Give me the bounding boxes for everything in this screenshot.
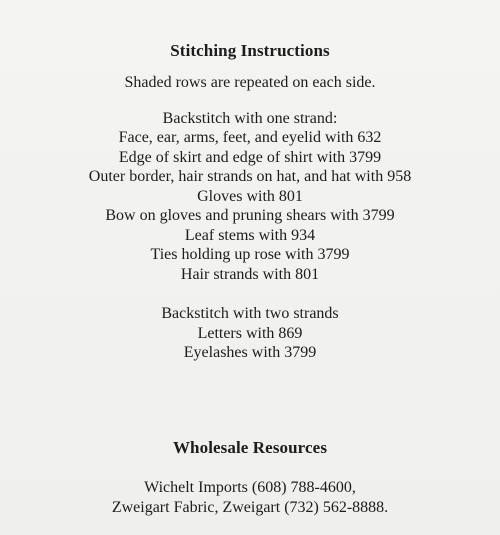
one-strand-block	[0, 109, 500, 285]
two-strands-item: Letters with 869	[197, 324, 303, 342]
shaded-rows-note: Shaded rows are repeated on each side.	[124, 74, 376, 91]
stitching-section	[0, 41, 500, 363]
wholesale-section	[0, 438, 500, 517]
wholesale-line: Wichelt Imports (608) 788-4600,	[144, 479, 356, 496]
one-strand-item: Bow on gloves and pruning shears with 3799	[105, 207, 395, 224]
one-strand-header: Backstitch with one strand:	[162, 109, 338, 127]
stitching-title: Stitching Instructions	[170, 41, 330, 60]
one-strand-item: Gloves with 801	[197, 187, 303, 205]
one-strand-item: Leaf stems with 934	[184, 226, 316, 244]
wholesale-line: Zweigart Fabric, Zweigart (732) 562-8888.	[111, 498, 389, 516]
one-strand-item: Edge of skirt and edge of shirt with 3799	[118, 148, 382, 166]
one-strand-item: Ties holding up rose with 3799	[150, 246, 350, 263]
wholesale-title: Wholesale Resources	[172, 438, 328, 457]
one-strand-item: Hair strands with 801	[180, 265, 320, 283]
one-strand-item: Face, ear, arms, feet, and eyelid with 632	[118, 129, 382, 146]
one-strand-item: Outer border, hair strands on hat, and hat with 958	[88, 168, 412, 185]
two-strands-header: Backstitch with two strands	[161, 305, 339, 322]
two-strands-block	[0, 304, 500, 363]
two-strands-item: Eyelashes with 3799	[183, 344, 317, 361]
